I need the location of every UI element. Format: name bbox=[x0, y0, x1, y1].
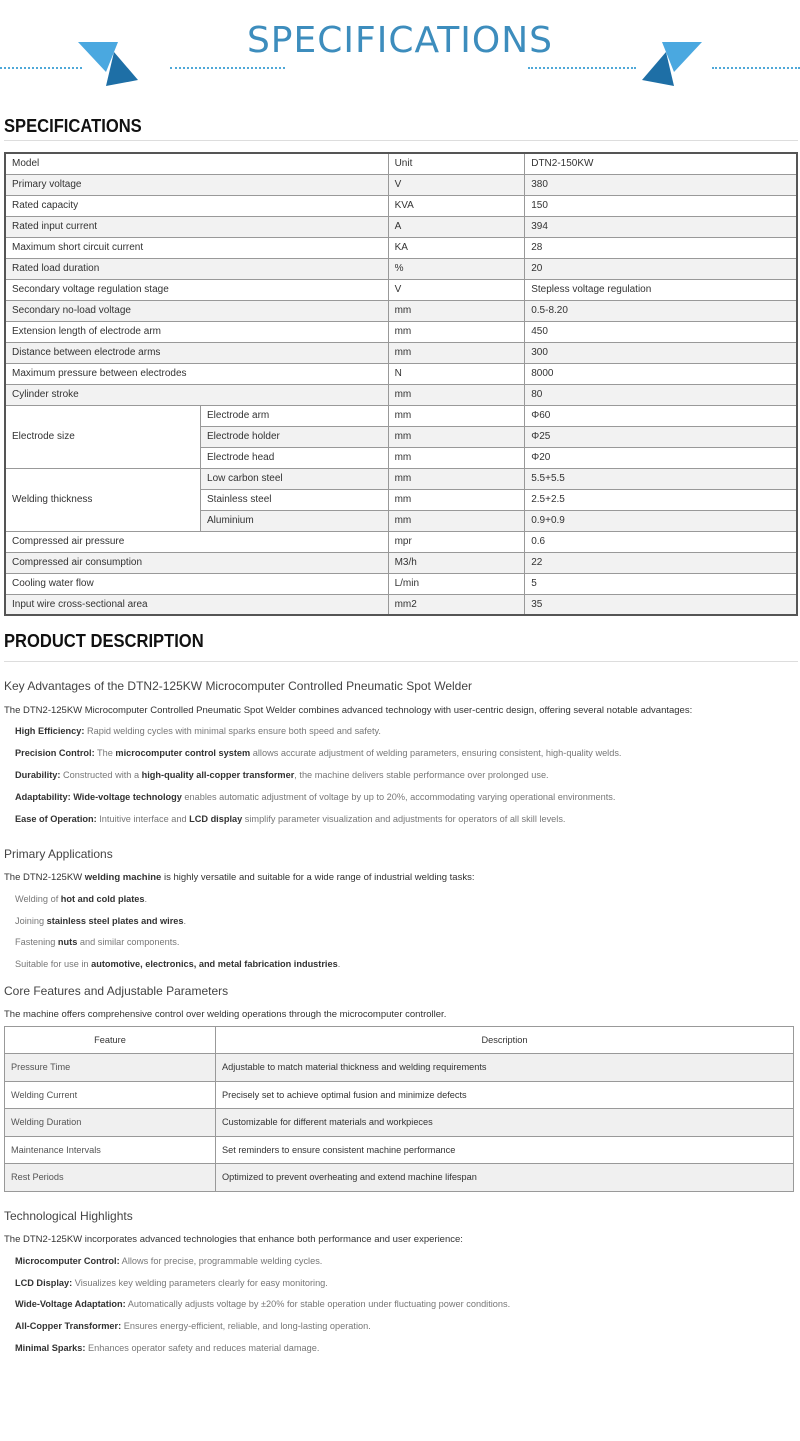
feature-row bbox=[5, 1109, 794, 1137]
spec-row bbox=[5, 216, 797, 237]
banner-triangle-right-icon bbox=[640, 38, 702, 88]
advantage-emphasis: Wide-voltage technology bbox=[73, 792, 182, 802]
highlight-text: Ensures energy-efficient, reliable, and long-lasting operation. bbox=[121, 1321, 371, 1331]
application-pre: Joining bbox=[15, 916, 47, 926]
applications-intro-em: welding machine bbox=[84, 872, 162, 883]
spec-param-cell: Secondary voltage regulation stage bbox=[5, 279, 388, 300]
spec-header-row bbox=[5, 153, 797, 174]
feature-desc-cell: Set reminders to ensure consistent machine performance bbox=[216, 1136, 794, 1164]
highlight-item bbox=[15, 1321, 371, 1331]
spec-unit-cell: mm bbox=[388, 468, 525, 489]
spec-param-cell: Secondary no-load voltage bbox=[5, 300, 388, 321]
spec-table bbox=[4, 152, 798, 616]
spec-row bbox=[5, 384, 797, 405]
electrode-size-row bbox=[5, 405, 797, 426]
spec-param-cell: Cylinder stroke bbox=[5, 384, 388, 405]
spec-subparam-cell: Aluminium bbox=[201, 510, 389, 531]
advantages-heading: Key Advantages of the DTN2-125KW Microcomputer Controlled Pneumatic Spot Welder bbox=[4, 679, 472, 693]
highlight-lead: LCD Display: bbox=[15, 1278, 73, 1288]
spec-value-cell: 394 bbox=[525, 216, 797, 237]
feature-row bbox=[5, 1136, 794, 1164]
spec-unit-cell: KVA bbox=[388, 195, 525, 216]
spec-value-cell: 20 bbox=[525, 258, 797, 279]
spec-value-cell: 35 bbox=[525, 594, 797, 615]
banner-dotted-line-mid-right bbox=[528, 67, 636, 69]
highlight-item bbox=[15, 1299, 510, 1309]
spec-row bbox=[5, 594, 797, 615]
advantage-item bbox=[15, 770, 549, 780]
spec-value-cell: Φ60 bbox=[525, 405, 797, 426]
highlight-lead: Minimal Sparks: bbox=[15, 1343, 86, 1353]
spec-row bbox=[5, 363, 797, 384]
spec-unit-cell: mpr bbox=[388, 531, 525, 552]
advantage-text: , the machine delivers stable performance over prolonged use. bbox=[294, 770, 549, 780]
highlight-text: Enhances operator safety and reduces material damage. bbox=[85, 1343, 320, 1353]
advantages-intro: The DTN2-125KW Microcomputer Controlled Pneumatic Spot Welder combines advanced technology with user-centric design, offering several notable advantages: bbox=[4, 705, 693, 716]
spec-param-cell: Rated capacity bbox=[5, 195, 388, 216]
highlight-item bbox=[15, 1278, 328, 1288]
application-pre: Welding of bbox=[15, 894, 61, 904]
spec-param-cell: Maximum short circuit current bbox=[5, 237, 388, 258]
applications-intro-pre: The DTN2-125KW bbox=[4, 872, 85, 883]
product-description-heading: PRODUCT DESCRIPTION bbox=[4, 631, 204, 651]
application-emphasis: hot and cold plates bbox=[60, 894, 145, 904]
spec-unit-cell: mm bbox=[388, 489, 525, 510]
spec-subparam-cell: Stainless steel bbox=[201, 489, 389, 510]
electrode-size-label: Electrode size bbox=[5, 405, 201, 468]
applications-heading: Primary Applications bbox=[4, 847, 113, 861]
application-item bbox=[15, 894, 147, 904]
feature-name-cell: Rest Periods bbox=[5, 1164, 216, 1192]
spec-subparam-cell: Electrode arm bbox=[201, 405, 389, 426]
spec-param-cell: Compressed air pressure bbox=[5, 531, 388, 552]
application-pre: Suitable for use in bbox=[15, 959, 92, 969]
banner-dotted-line-left bbox=[0, 67, 82, 69]
applications-intro bbox=[4, 872, 474, 883]
advantage-lead: High Efficiency: bbox=[15, 726, 85, 736]
feature-row bbox=[5, 1054, 794, 1082]
advantage-text: enables automatic adjustment of voltage by up to 20%, accommodating varying operational environments. bbox=[181, 792, 616, 802]
feature-name-cell: Maintenance Intervals bbox=[5, 1136, 216, 1164]
spec-unit-cell: A bbox=[388, 216, 525, 237]
spec-value-cell: 0.6 bbox=[525, 531, 797, 552]
application-item bbox=[15, 937, 179, 947]
spec-unit-cell: L/min bbox=[388, 573, 525, 594]
highlight-lead: Microcomputer Control: bbox=[15, 1256, 120, 1266]
highlight-item bbox=[15, 1256, 322, 1266]
feature-desc-cell: Customizable for different materials and workpieces bbox=[216, 1109, 794, 1137]
spec-unit-cell: % bbox=[388, 258, 525, 279]
spec-row bbox=[5, 552, 797, 573]
spec-row bbox=[5, 279, 797, 300]
spec-value-cell: 80 bbox=[525, 384, 797, 405]
features-column-description: Description bbox=[216, 1027, 794, 1054]
advantage-text: Rapid welding cycles with minimal sparks ensure both speed and safety. bbox=[84, 726, 381, 736]
spec-value-cell: 380 bbox=[525, 174, 797, 195]
spec-value-cell: 28 bbox=[525, 237, 797, 258]
spec-unit-cell: KA bbox=[388, 237, 525, 258]
banner-dotted-line-right bbox=[712, 67, 800, 69]
spec-row bbox=[5, 237, 797, 258]
spec-value-cell: 0.5-8.20 bbox=[525, 300, 797, 321]
advantage-item bbox=[15, 814, 565, 824]
spec-row bbox=[5, 573, 797, 594]
spec-value-cell: 0.9+0.9 bbox=[525, 510, 797, 531]
advantage-lead: Ease of Operation: bbox=[15, 814, 97, 824]
feature-name-cell: Pressure Time bbox=[5, 1054, 216, 1082]
application-pre: Fastening bbox=[15, 937, 58, 947]
features-table bbox=[4, 1026, 794, 1192]
spec-value-cell: 150 bbox=[525, 195, 797, 216]
spec-value-cell: Φ20 bbox=[525, 447, 797, 468]
spec-subparam-cell: Electrode head bbox=[201, 447, 389, 468]
spec-value-cell: 2.5+2.5 bbox=[525, 489, 797, 510]
feature-name-cell: Welding Current bbox=[5, 1081, 216, 1109]
highlight-lead: All-Copper Transformer: bbox=[15, 1321, 122, 1331]
spec-param-cell: Rated input current bbox=[5, 216, 388, 237]
spec-param-cell: Primary voltage bbox=[5, 174, 388, 195]
advantage-emphasis: LCD display bbox=[189, 814, 243, 824]
spec-unit-cell: mm bbox=[388, 321, 525, 342]
spec-unit-cell: mm2 bbox=[388, 594, 525, 615]
features-intro: The machine offers comprehensive control over welding operations through the microcomputer controller. bbox=[4, 1009, 447, 1020]
feature-row bbox=[5, 1081, 794, 1109]
advantage-pre: The bbox=[94, 748, 116, 758]
spec-param-cell: Extension length of electrode arm bbox=[5, 321, 388, 342]
divider bbox=[4, 661, 798, 662]
features-heading: Core Features and Adjustable Parameters bbox=[4, 984, 229, 998]
highlights-intro: The DTN2-125KW incorporates advanced technologies that enhance both performance and user experience: bbox=[4, 1234, 463, 1245]
spec-row bbox=[5, 321, 797, 342]
application-emphasis: stainless steel plates and wires bbox=[46, 916, 184, 926]
highlight-item bbox=[15, 1343, 319, 1353]
spec-param-cell: Maximum pressure between electrodes bbox=[5, 363, 388, 384]
spec-row bbox=[5, 342, 797, 363]
spec-subparam-cell: Low carbon steel bbox=[201, 468, 389, 489]
spec-value-cell: 22 bbox=[525, 552, 797, 573]
features-column-feature: Feature bbox=[5, 1027, 216, 1054]
spec-row bbox=[5, 174, 797, 195]
spec-header-model: Model bbox=[5, 153, 388, 174]
advantage-emphasis: high-quality all-copper transformer bbox=[141, 770, 295, 780]
divider bbox=[4, 140, 798, 141]
application-post: . bbox=[183, 916, 187, 926]
welding-thickness-row bbox=[5, 468, 797, 489]
spec-unit-cell: mm bbox=[388, 426, 525, 447]
spec-unit-cell: M3/h bbox=[388, 552, 525, 573]
spec-param-cell: Rated load duration bbox=[5, 258, 388, 279]
spec-param-cell: Cooling water flow bbox=[5, 573, 388, 594]
application-post: . bbox=[144, 894, 148, 904]
advantage-pre: Intuitive interface and bbox=[96, 814, 190, 824]
advantage-item bbox=[15, 726, 381, 736]
highlights-heading: Technological Highlights bbox=[4, 1209, 133, 1223]
spec-value-cell: Φ25 bbox=[525, 426, 797, 447]
application-emphasis: nuts bbox=[57, 937, 78, 947]
spec-header-model-value: DTN2-150KW bbox=[525, 153, 797, 174]
spec-unit-cell: N bbox=[388, 363, 525, 384]
welding-thickness-label: Welding thickness bbox=[5, 468, 201, 531]
highlight-text: Visualizes key welding parameters clearly for easy monitoring. bbox=[72, 1278, 328, 1288]
spec-param-cell: Compressed air consumption bbox=[5, 552, 388, 573]
advantage-item bbox=[15, 792, 615, 802]
application-post: . bbox=[337, 959, 341, 969]
spec-header-unit: Unit bbox=[388, 153, 525, 174]
spec-value-cell: 8000 bbox=[525, 363, 797, 384]
banner-dotted-line-mid-left bbox=[170, 67, 285, 69]
advantage-emphasis: microcomputer control system bbox=[115, 748, 251, 758]
feature-row bbox=[5, 1164, 794, 1192]
spec-value-cell: 300 bbox=[525, 342, 797, 363]
spec-param-cell: Distance between electrode arms bbox=[5, 342, 388, 363]
spec-unit-cell: mm bbox=[388, 510, 525, 531]
advantage-lead: Adaptability: bbox=[15, 792, 71, 802]
feature-desc-cell: Precisely set to achieve optimal fusion and minimize defects bbox=[216, 1081, 794, 1109]
spec-unit-cell: mm bbox=[388, 384, 525, 405]
spec-value-cell: 5.5+5.5 bbox=[525, 468, 797, 489]
feature-desc-cell: Adjustable to match material thickness and welding requirements bbox=[216, 1054, 794, 1082]
spec-param-cell: Input wire cross-sectional area bbox=[5, 594, 388, 615]
specifications-banner bbox=[0, 0, 800, 95]
highlight-text: Allows for precise, programmable welding cycles. bbox=[119, 1256, 323, 1266]
spec-value-cell: 5 bbox=[525, 573, 797, 594]
banner-title: SPECIFICATIONS bbox=[246, 20, 554, 61]
spec-row bbox=[5, 531, 797, 552]
spec-unit-cell: mm bbox=[388, 300, 525, 321]
highlight-text: Automatically adjusts voltage by ±20% for stable operation under fluctuating power conditions. bbox=[125, 1299, 511, 1309]
spec-value-cell: Stepless voltage regulation bbox=[525, 279, 797, 300]
advantage-item bbox=[15, 748, 621, 758]
spec-unit-cell: mm bbox=[388, 447, 525, 468]
specifications-heading: SPECIFICATIONS bbox=[4, 116, 142, 136]
spec-row bbox=[5, 300, 797, 321]
advantage-text: allows accurate adjustment of welding parameters, ensuring consistent, high-quality welds. bbox=[250, 748, 622, 758]
application-item bbox=[15, 916, 186, 926]
spec-row bbox=[5, 195, 797, 216]
spec-unit-cell: V bbox=[388, 174, 525, 195]
advantage-pre: Constructed with a bbox=[60, 770, 142, 780]
spec-unit-cell: V bbox=[388, 279, 525, 300]
feature-desc-cell: Optimized to prevent overheating and extend machine lifespan bbox=[216, 1164, 794, 1192]
spec-row bbox=[5, 258, 797, 279]
spec-unit-cell: mm bbox=[388, 342, 525, 363]
application-item bbox=[15, 959, 340, 969]
application-post: and similar components. bbox=[77, 937, 180, 947]
application-emphasis: automotive, electronics, and metal fabrication industries bbox=[91, 959, 338, 969]
spec-unit-cell: mm bbox=[388, 405, 525, 426]
spec-subparam-cell: Electrode holder bbox=[201, 426, 389, 447]
advantage-lead: Durability: bbox=[15, 770, 61, 780]
feature-name-cell: Welding Duration bbox=[5, 1109, 216, 1137]
applications-intro-post: is highly versatile and suitable for a wide range of industrial welding tasks: bbox=[161, 872, 475, 883]
spec-value-cell: 450 bbox=[525, 321, 797, 342]
highlight-lead: Wide-Voltage Adaptation: bbox=[15, 1299, 126, 1309]
advantage-text: simplify parameter visualization and adjustments for operators of all skill levels. bbox=[242, 814, 566, 824]
advantage-lead: Precision Control: bbox=[15, 748, 95, 758]
